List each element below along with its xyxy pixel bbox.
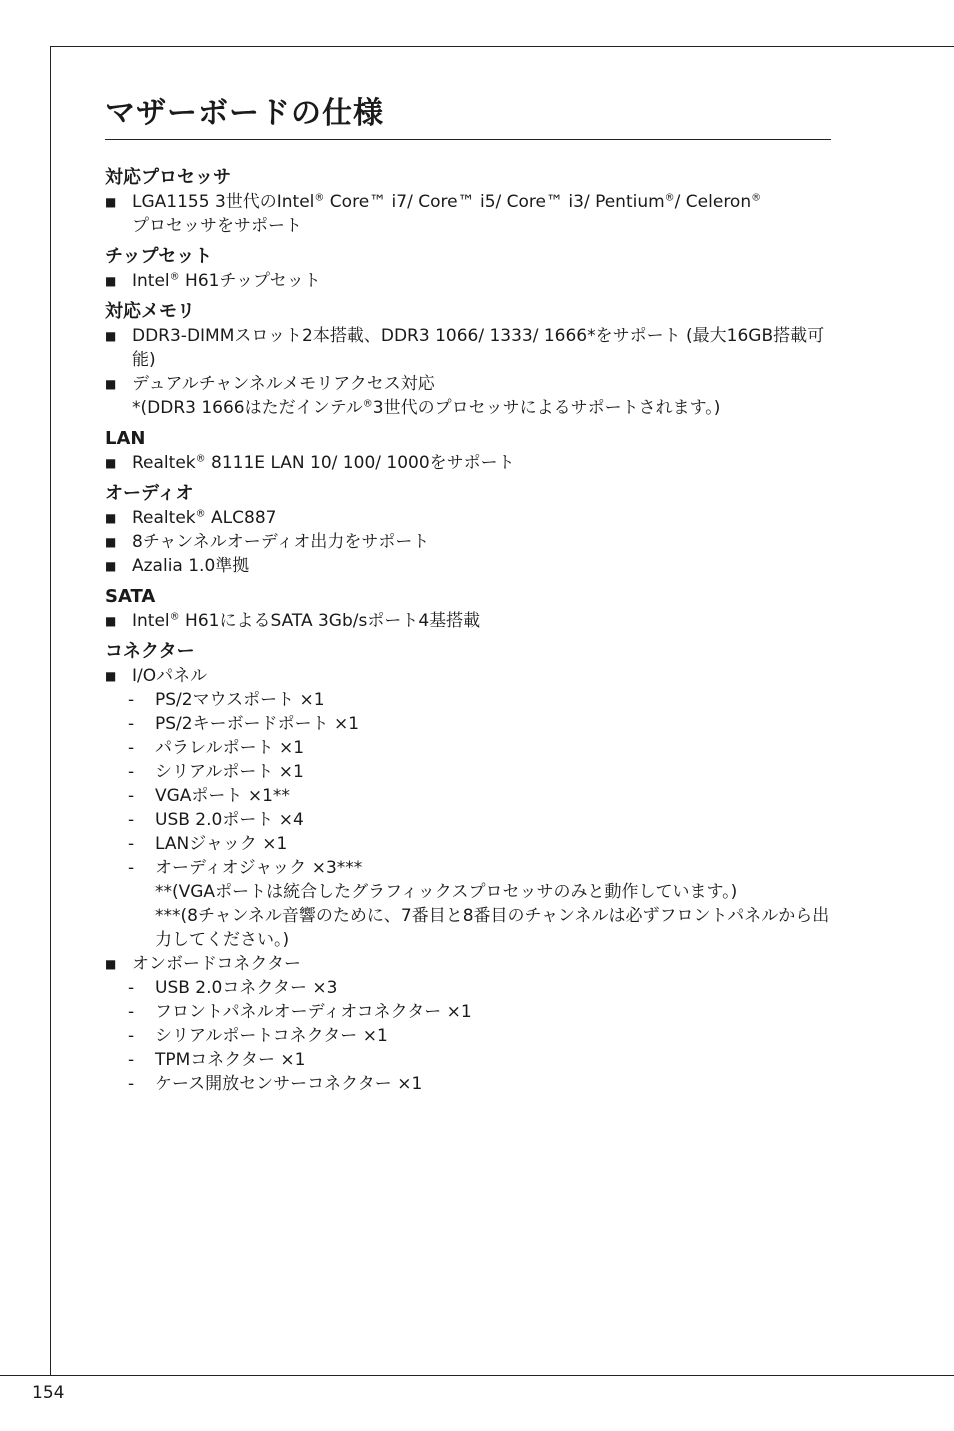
list-item: ■ Intel® H61によるSATA 3Gb/sポート4基搭載 — [105, 611, 481, 631]
section-chipset — [105, 245, 831, 293]
registered-mark: ® — [195, 453, 206, 465]
page-number: 154 — [32, 1383, 65, 1403]
dash-marker: - — [128, 714, 135, 734]
list-item: ■ Azalia 1.0準拠 — [105, 556, 250, 576]
list-item: ■ DDR3-DIMMスロット2本搭載、DDR3 1066/ 1333/ 1666*をサポート (最大16GB搭載可能) — [105, 326, 825, 370]
list-item: - シリアルポート ×1 — [105, 760, 831, 784]
registered-mark: ® — [664, 192, 675, 204]
section-heading: SATA — [105, 586, 156, 607]
list-item: ■ オンボードコネクター — [105, 954, 301, 974]
list-item: ■ Realtek® ALC887 — [105, 508, 277, 528]
list-item: ■ Intel® H61チップセット — [105, 271, 321, 291]
section-heading: オーディオ — [105, 483, 194, 504]
section-connectors — [105, 640, 831, 1096]
dash-marker: - — [128, 786, 135, 806]
section-cpu — [105, 166, 831, 238]
page-frame-bottom-line — [0, 1375, 954, 1376]
bullet-marker: ■ — [105, 377, 117, 391]
section-heading: LAN — [105, 428, 146, 449]
registered-mark: ® — [314, 192, 325, 204]
list-item: - USB 2.0ポート ×4 — [105, 808, 831, 832]
bullet-marker: ■ — [105, 614, 117, 628]
page-frame-left-line — [50, 46, 51, 1376]
dash-marker: - — [128, 738, 135, 758]
dash-marker: - — [128, 1026, 135, 1046]
list-item: - オーディオジャック ×3*** — [105, 856, 831, 880]
section-memory — [105, 300, 831, 420]
dash-marker: - — [128, 1074, 135, 1094]
list-item: - シリアルポートコネクター ×1 — [105, 1024, 831, 1048]
bullet-marker: ■ — [105, 669, 117, 683]
page-title: マザーボードの仕様 — [105, 92, 831, 140]
list-item: - VGAポート ×1** — [105, 784, 831, 808]
list-item: - PS/2マウスポート ×1 — [105, 688, 831, 712]
bullet-marker: ■ — [105, 535, 117, 549]
spec-sections — [105, 166, 831, 1096]
list-item: - PS/2キーボードポート ×1 — [105, 712, 831, 736]
section-heading: 対応メモリ — [105, 301, 195, 322]
registered-mark: ® — [195, 508, 206, 520]
registered-mark: ® — [169, 271, 180, 283]
list-item: - フロントパネルオーディオコネクター ×1 — [105, 1000, 831, 1024]
dash-marker: - — [128, 834, 135, 854]
memory-footnote: *(DDR3 1666はただインテル®3世代のプロセッサによるサポートされます。) — [132, 398, 721, 418]
dash-marker: - — [128, 978, 135, 998]
bullet-marker: ■ — [105, 559, 117, 573]
section-heading: 対応プロセッサ — [105, 167, 231, 188]
list-item: - USB 2.0コネクター ×3 — [105, 976, 831, 1000]
bullet-marker: ■ — [105, 511, 117, 525]
section-audio — [105, 482, 831, 578]
dash-marker: - — [128, 858, 135, 878]
list-item: - LANジャック ×1 — [105, 832, 831, 856]
registered-mark: ® — [169, 611, 180, 623]
bullet-marker: ■ — [105, 957, 117, 971]
list-item: ■ LGA1155 3世代のIntel® Core™ i7/ Core™ i5/ Core™ i3/ Pentium®/ Celeron® プロセッサをサポート — [105, 192, 762, 236]
registered-mark: ® — [751, 192, 762, 204]
dash-marker: - — [128, 1050, 135, 1070]
dash-marker: - — [128, 1002, 135, 1022]
list-item: ■ Realtek® 8111E LAN 10/ 100/ 1000をサポート — [105, 453, 515, 473]
list-item: - パラレルポート ×1 — [105, 736, 831, 760]
bullet-marker: ■ — [105, 274, 117, 288]
section-heading: コネクター — [105, 641, 195, 662]
list-item: ■ 8チャンネルオーディオ出力をサポート — [105, 532, 430, 552]
bullet-marker: ■ — [105, 195, 117, 209]
audio-footnote: ***(8チャンネル音響のために、7番目と8番目のチャンネルは必ずフロントパネルから出力してください。) — [155, 906, 830, 950]
vga-footnote: **(VGAポートは統合したグラフィックスプロセッサのみと動作しています。) — [155, 882, 738, 902]
document-content — [105, 92, 831, 1103]
dash-marker: - — [128, 810, 135, 830]
list-item: ■ I/Oパネル — [105, 666, 208, 686]
page-frame-top-line — [50, 46, 954, 47]
list-item: ■ デュアルチャンネルメモリアクセス対応 *(DDR3 1666はただインテル®3世代のプロセッサによるサポートされます。) — [105, 374, 721, 418]
section-heading: チップセット — [105, 246, 213, 267]
dash-marker: - — [128, 690, 135, 710]
registered-mark: ® — [362, 398, 373, 410]
bullet-marker: ■ — [105, 329, 117, 343]
list-item: - TPMコネクター ×1 — [105, 1048, 831, 1072]
dash-marker: - — [128, 762, 135, 782]
io-panel-list — [105, 688, 831, 880]
section-sata — [105, 585, 831, 633]
onboard-connector-list — [105, 976, 831, 1096]
bullet-marker: ■ — [105, 456, 117, 470]
list-item: - ケース開放センサーコネクター ×1 — [105, 1072, 831, 1096]
section-lan — [105, 427, 831, 475]
